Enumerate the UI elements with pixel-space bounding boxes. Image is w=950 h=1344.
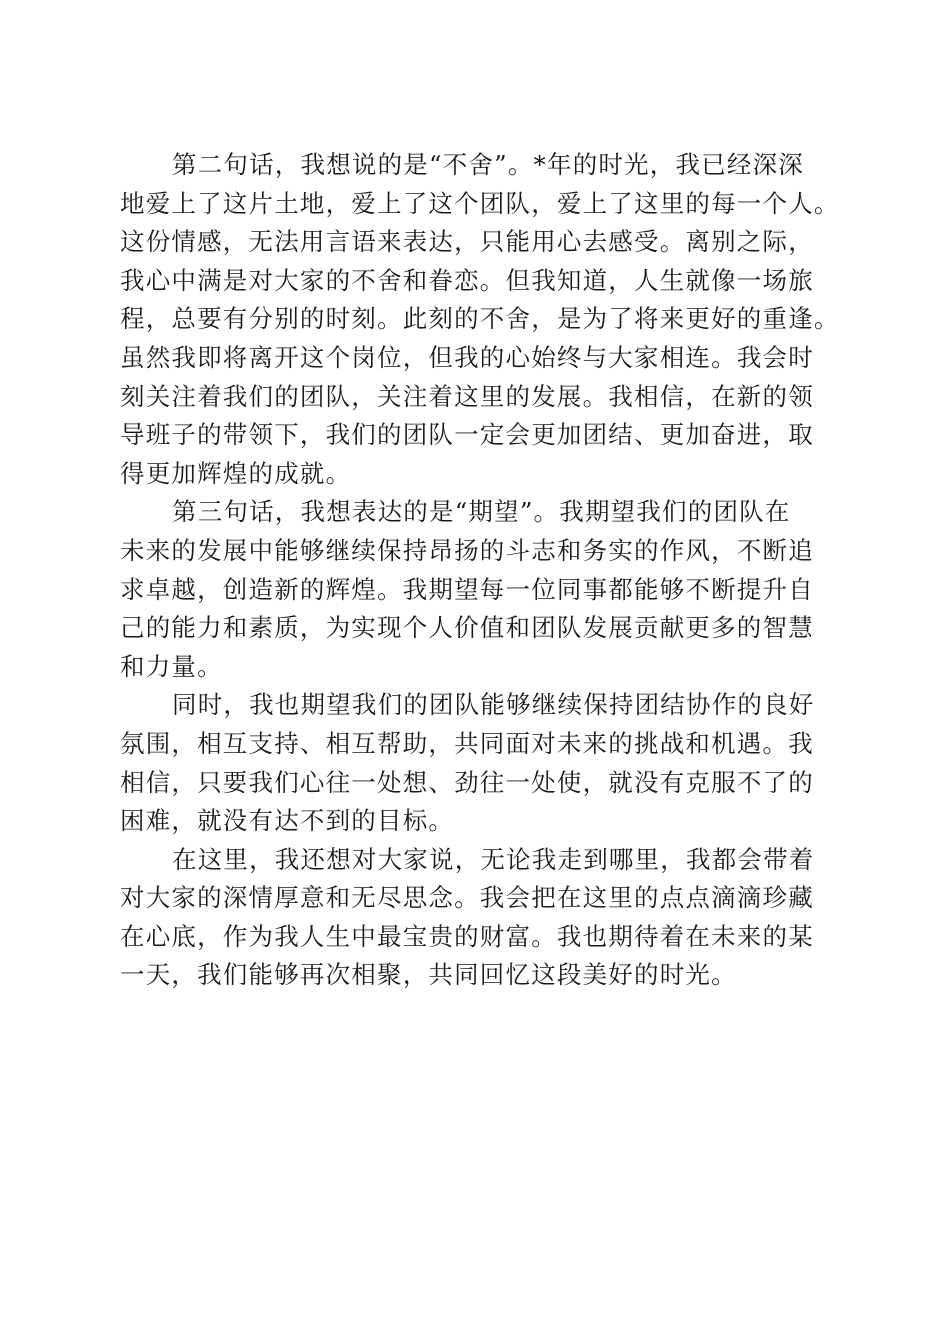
text-line: 和力量。 [120,651,223,681]
paragraph-team-unity [120,686,832,840]
paragraph-second-sentence-reluctance [120,146,840,493]
text-line: 第三句话，我想表达的是“期望”。我期望我们的团队在 [172,497,791,527]
text-line: 未来的发展中能够继续保持昂扬的斗志和务实的作风，不断追 [120,535,814,565]
text-line: 第二句话，我想说的是“不舍”。*年的时光，我已经深深 [172,150,804,179]
text-line: 相信，只要我们心往一处想、劲往一处使，就没有克服不了的 [120,767,814,797]
text-line: 在心底，作为我人生中最宝贵的财富。我也期待着在未来的某 [120,921,814,951]
text-line: 这份情感，无法用言语来表达，只能用心去感受。离别之际， [120,227,814,257]
paragraph-closing-wishes [120,841,832,995]
text-line: 氛围，相互支持、相互帮助，共同面对未来的挑战和机遇。我 [120,728,814,758]
text-line: 困难，就没有达不到的目标。 [120,806,455,836]
text-line: 虽然我即将离开这个岗位，但我的心始终与大家相连。我会时 [120,342,814,372]
text-line: 程，总要有分别的时刻。此刻的不舍，是为了将来更好的重逢。 [120,304,840,334]
text-line: 求卓越，创造新的辉煌。我期望每一位同事都能够不断提升自 [120,574,814,604]
text-line: 地爱上了这片土地，爱上了这个团队，爱上了这里的每一个人。 [120,188,840,218]
body-text [120,146,840,995]
text-line: 一天，我们能够再次相聚，共同回忆这段美好的时光。 [120,960,737,990]
text-line: 在这里，我还想对大家说，无论我走到哪里，我都会带着 [172,844,815,874]
text-line: 导班子的带领下，我们的团队一定会更加团结、更加奋进，取 [120,420,814,450]
text-line: 我心中满是对大家的不舍和眷恋。但我知道，人生就像一场旅 [120,265,814,295]
text-line: 得更加辉煌的成就。 [120,458,352,488]
text-line: 己的能力和素质，为实现个人价值和团队发展贡献更多的智慧 [120,613,814,643]
paragraph-third-sentence-expectation [120,493,832,686]
text-line: 同时，我也期望我们的团队能够继续保持团结协作的良好 [172,690,815,720]
text-line: 对大家的深情厚意和无尽思念。我会把在这里的点点滴滴珍藏 [120,883,814,913]
text-line: 刻关注着我们的团队，关注着这里的发展。我相信，在新的领 [120,381,814,411]
